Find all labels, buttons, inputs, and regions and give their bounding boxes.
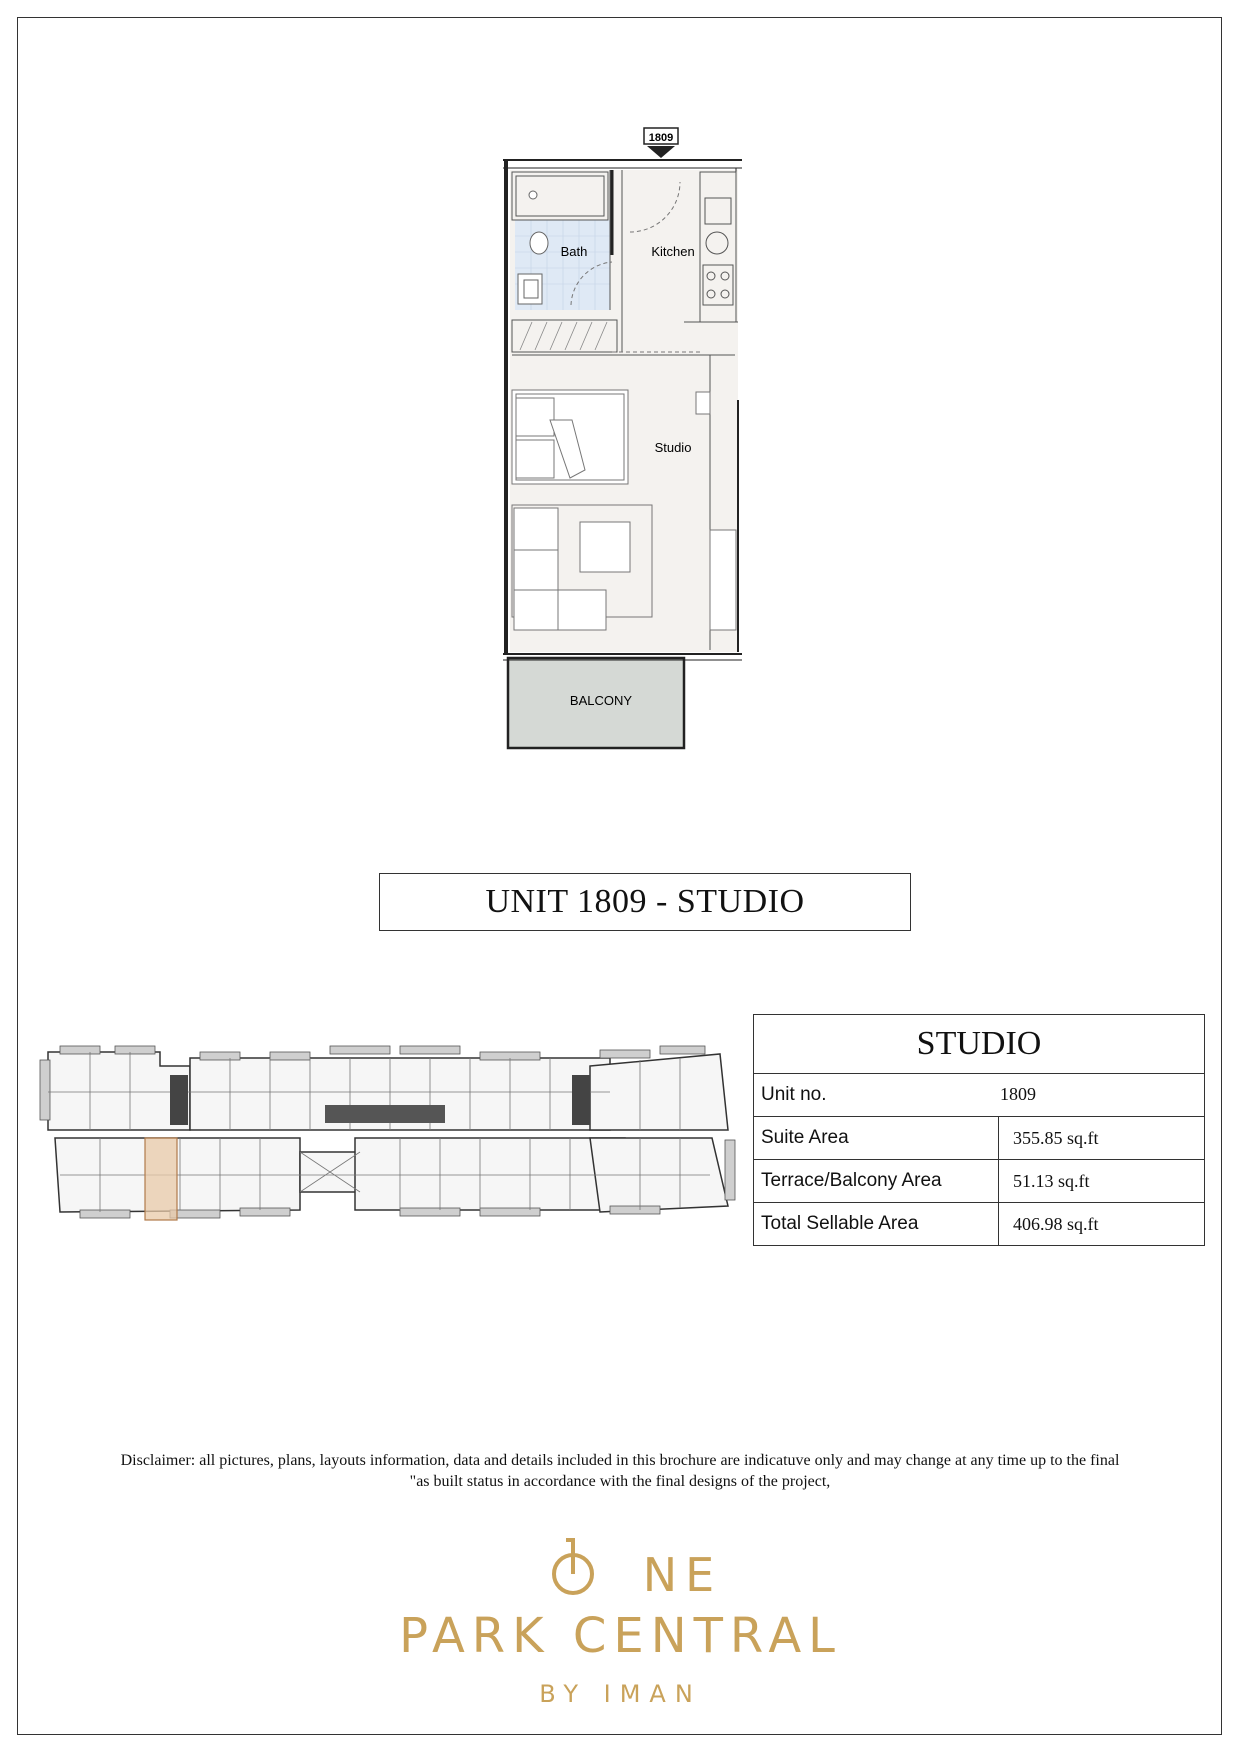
unit-no-value: 1809 <box>1000 1084 1036 1104</box>
disclaimer-line-1: Disclaimer: all pictures, plans, layouts information, data and details included in this brochure are indicatuve only and may change at any time up to the final <box>120 1452 1120 1469</box>
logo-line-one: NE <box>642 1548 723 1602</box>
terrace-balcony-area-value: 51.13 sq.ft <box>999 1160 1205 1203</box>
unit-tag-label: 1809 <box>648 132 674 144</box>
highlighted-unit <box>145 1138 177 1220</box>
terrace-balcony-area-label: Terrace/Balcony Area <box>754 1160 999 1203</box>
area-table-heading: STUDIO <box>754 1015 1205 1074</box>
logo-line-park-central: PARK CENTRAL <box>399 1608 842 1664</box>
unit-floor-plan <box>490 120 750 760</box>
disclaimer-line-2: "as built status in accordance with the final designs of the project, <box>409 1473 831 1490</box>
room-label-kitchen: Kitchen <box>651 244 695 259</box>
key-plan <box>30 1040 740 1230</box>
room-label-studio: Studio <box>654 440 692 455</box>
total-sellable-area-label: Total Sellable Area <box>754 1203 999 1246</box>
suite-area-label: Suite Area <box>754 1117 999 1160</box>
unit-no-row <box>754 1074 1205 1117</box>
unit-no-label: Unit no. <box>761 1084 827 1105</box>
room-label-bath: Bath <box>560 244 588 259</box>
unit-title: UNIT 1809 - STUDIO <box>379 873 911 931</box>
total-sellable-area-value: 406.98 sq.ft <box>999 1203 1205 1246</box>
room-label-balcony: BALCONY <box>569 693 633 708</box>
suite-area-value: 355.85 sq.ft <box>999 1117 1205 1160</box>
area-table <box>753 1014 1205 1246</box>
logo-line-by-iman: BY IMAN <box>539 1680 702 1708</box>
disclaimer <box>60 1450 1180 1492</box>
